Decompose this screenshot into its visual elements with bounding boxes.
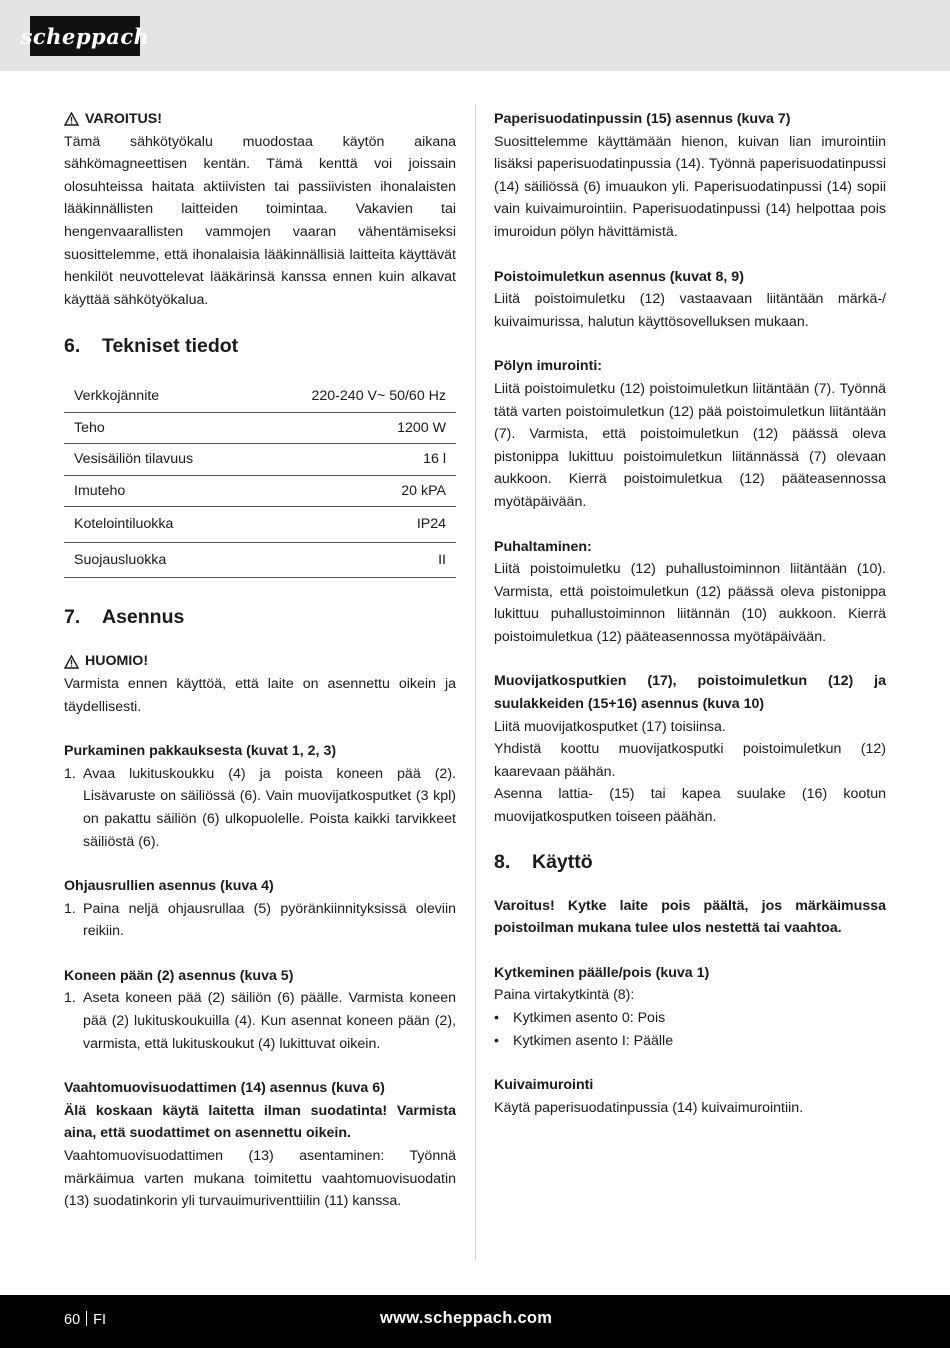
list-item (64, 987, 456, 1055)
separator (86, 1311, 87, 1326)
onoff-text: Paina virtakytkintä (8): (494, 987, 635, 1004)
left-column (64, 108, 456, 1213)
spec-table (64, 381, 456, 578)
list-text: Kytkimen asento 0: Pois (513, 1010, 666, 1026)
paperbag-text: Suosittelemme käyttämään hienon, kuivan lian imurointiin lisäksi paperisuodatinpussia (14). Työnnä paperisuodatinpussi (14) säiliössä (6) imuaukon yli. Paperisuodatinpussi (14) sopii vain kuivaimurointiin. Paperisuodatinpussi (14) helpottaa pois imuroidun pölyn hävittämistä. (494, 133, 886, 240)
list-item (494, 1007, 886, 1030)
notice-heading (64, 650, 456, 673)
dust-text: Liitä poistoimuletku (12) poistoimuletkun liitäntään (7). Työnnä tätä varten poistoimuletkun (12) pää poistoimuletkun liitäntään (7). Varmista, että poistoimuletkun (12) päässä oleva pistonippa lukittuu poistoimuletkun liitännässä (7) olevaan aukkoon. Kierrä poistoimuletkua (12) pääteasennossa myötäpäivään. (494, 380, 886, 510)
pipes-line: Yhdistä koottu muovijatkosputki poistoimuletkun (12) kaarevaan päähän. (494, 741, 886, 780)
website-link[interactable]: www.scheppach.com (380, 1309, 553, 1327)
spec-row (64, 381, 456, 412)
exhaust-text: Liitä poistoimuletku (12) vastaavaan liitäntään märkä-/ kuivaimurissa, halutun käyttösovelluksen mukaan. (494, 291, 886, 330)
list-text: Kytkimen asento I: Päälle (513, 1032, 674, 1049)
exhaust-heading: Poistoimuletkun asennus (kuvat 8, 9) (494, 268, 744, 285)
section-6-title (64, 333, 456, 359)
list-item (64, 763, 456, 853)
page-number: 60 (64, 1312, 81, 1328)
spec-label: Vesisäiliön tilavuus (64, 444, 250, 476)
right-column (494, 108, 886, 1119)
section-number: 7. (64, 606, 81, 629)
pipes-line: Asenna lattia- (15) tai kapea suulake (16) kootun muovijatkosputken toiseen päähän. (494, 786, 886, 826)
blowing-heading: Puhaltaminen: (494, 538, 592, 555)
dry-heading: Kuivaimurointi (494, 1077, 594, 1094)
operation-warning: Varoitus! Kytke laite pois päältä, jos märkäimussa poistoilman mukana tulee ulos nestettä tai vaahtoa. (494, 897, 886, 937)
warning-text: Tämä sähkötyökalu muodostaa käytön aikana sähkömagneettisen kentän. Tämä kenttä voi joissain olosuhteissa haitata aktiivisten tai passiivisten ihonalaisten lääkinnällisten laitteiden toimintaa. Vakavien tai hengenvaarallisten vammojen vaaran vähentämiseksi suosittelemme, että ihonalaisia lääkinnällisiä laitteita käyttävät henkilöt neuvottelevat lääkärinsä kanssa ennen kuin alkavat käyttää sähkötyökalua. (64, 133, 456, 308)
paperbag-heading: Paperisuodatinpussin (15) asennus (kuva 7) (494, 111, 791, 127)
foam-warning: Älä koskaan käytä laitetta ilman suodatinta! Varmista aina, että suodattimet on asennettu oikein. (64, 1102, 456, 1142)
spec-value: 220-240 V~ 50/60 Hz (250, 381, 456, 412)
column-divider (475, 104, 476, 1260)
notice-text: Varmista ennen käyttöä, että laite on asennettu oikein ja täydellisesti. (64, 675, 456, 715)
section-8-title (494, 849, 886, 875)
section-heading: Käyttö (532, 850, 593, 873)
spec-value: II (250, 542, 456, 578)
spec-row (64, 475, 456, 507)
spec-label: Imuteho (64, 475, 250, 507)
list-number: 1. (64, 900, 76, 917)
page-indicator (64, 1311, 106, 1328)
spec-value: IP24 (250, 507, 456, 543)
foam-text: Vaahtomuovisuodattimen (13) asentaminen: Työnnä märkäimua varten mukana toimitettu vaahtomuovisuodatin (13) suodatinkorin yli turvauimuriventtiilin (11) kanssa. (64, 1148, 456, 1210)
section-number: 6. (64, 335, 81, 358)
spec-label: Teho (64, 412, 250, 444)
notice-title: HUOMIO! (85, 653, 149, 670)
unpack-heading: Purkaminen pakkauksesta (kuvat 1, 2, 3) (64, 743, 337, 760)
spec-label: Suojausluokka (64, 542, 250, 578)
section-heading: Tekniset tiedot (102, 335, 239, 358)
warning-title: VAROITUS! (85, 111, 162, 127)
page-header (0, 0, 950, 71)
bullet: • (494, 1010, 499, 1026)
head-heading: Koneen pään (2) asennus (kuva 5) (64, 967, 294, 984)
warning-heading (64, 108, 456, 131)
list-text: Avaa lukituskoukku (4) ja poista koneen pää (2). Lisävaruste on säiliössä (6). Vain muovijatkosputket (3 kpl) on pakattu säiliön (6) ulkopuolelle. Poista kaikki tarvikkeet säiliöstä (6). (83, 765, 456, 850)
warning-triangle-icon (64, 112, 79, 126)
bullet: • (494, 1032, 499, 1049)
spec-label: Kotelointiluokka (64, 507, 250, 543)
spec-row (64, 412, 456, 444)
foam-heading: Vaahtomuovisuodattimen (14) asennus (kuva 6) (64, 1080, 385, 1097)
spec-value: 16 l (250, 444, 456, 476)
pipes-line: Liitä muovijatkosputket (17) toisiinsa. (494, 718, 726, 735)
section-7-title (64, 604, 456, 630)
onoff-heading: Kytkeminen päälle/pois (kuva 1) (494, 964, 710, 981)
spec-value: 1200 W (250, 412, 456, 444)
spec-value: 20 kPA (250, 475, 456, 507)
list-text: Paina neljä ohjausrullaa (5) pyöränkiinnityksissä oleviin reikiin. (83, 900, 456, 940)
list-text: Aseta koneen pää (2) säiliön (6) päälle. Varmista koneen pää (2) lukituskoukuilla (4). Kun asennat koneen pään (2), varmista, että lukituskoukut (4) lukittuvat oikein. (83, 990, 456, 1052)
dry-text: Käytä paperisuodatinpussia (14) kuivaimurointiin. (494, 1099, 804, 1116)
section-number: 8. (494, 850, 511, 873)
pipes-heading: Muovijatkosputkien (17), poistoimuletkun (12) ja suulakkeiden (15+16) asennus (kuva 10) (494, 673, 886, 713)
rollers-heading: Ohjausrullien asennus (kuva 4) (64, 878, 274, 895)
list-number: 1. (64, 990, 76, 1007)
list-item (494, 1030, 886, 1053)
spec-row (64, 507, 456, 543)
language-code: FI (93, 1312, 107, 1328)
section-heading: Asennus (102, 606, 185, 629)
list-number: 1. (64, 765, 76, 782)
spec-row (64, 542, 456, 578)
blowing-text: Liitä poistoimuletku (12) puhallustoiminnon liitäntään (10). Varmista, että poistoimuletkun (12) päässä oleva pistonippa lukittuu puhallustoiminnon liitännän (10) aukkoon. Kierrä poistoimuletkua (12) pääteasennossa myötäpäivään. (494, 561, 886, 645)
list-item (64, 898, 456, 943)
scheppach-logo: scheppach (30, 16, 140, 56)
spec-row (64, 444, 456, 476)
warning-triangle-icon (64, 655, 79, 669)
spec-label: Verkkojännite (64, 381, 250, 412)
page-footer (0, 1295, 950, 1348)
dust-heading: Pölyn imurointi: (494, 358, 602, 375)
